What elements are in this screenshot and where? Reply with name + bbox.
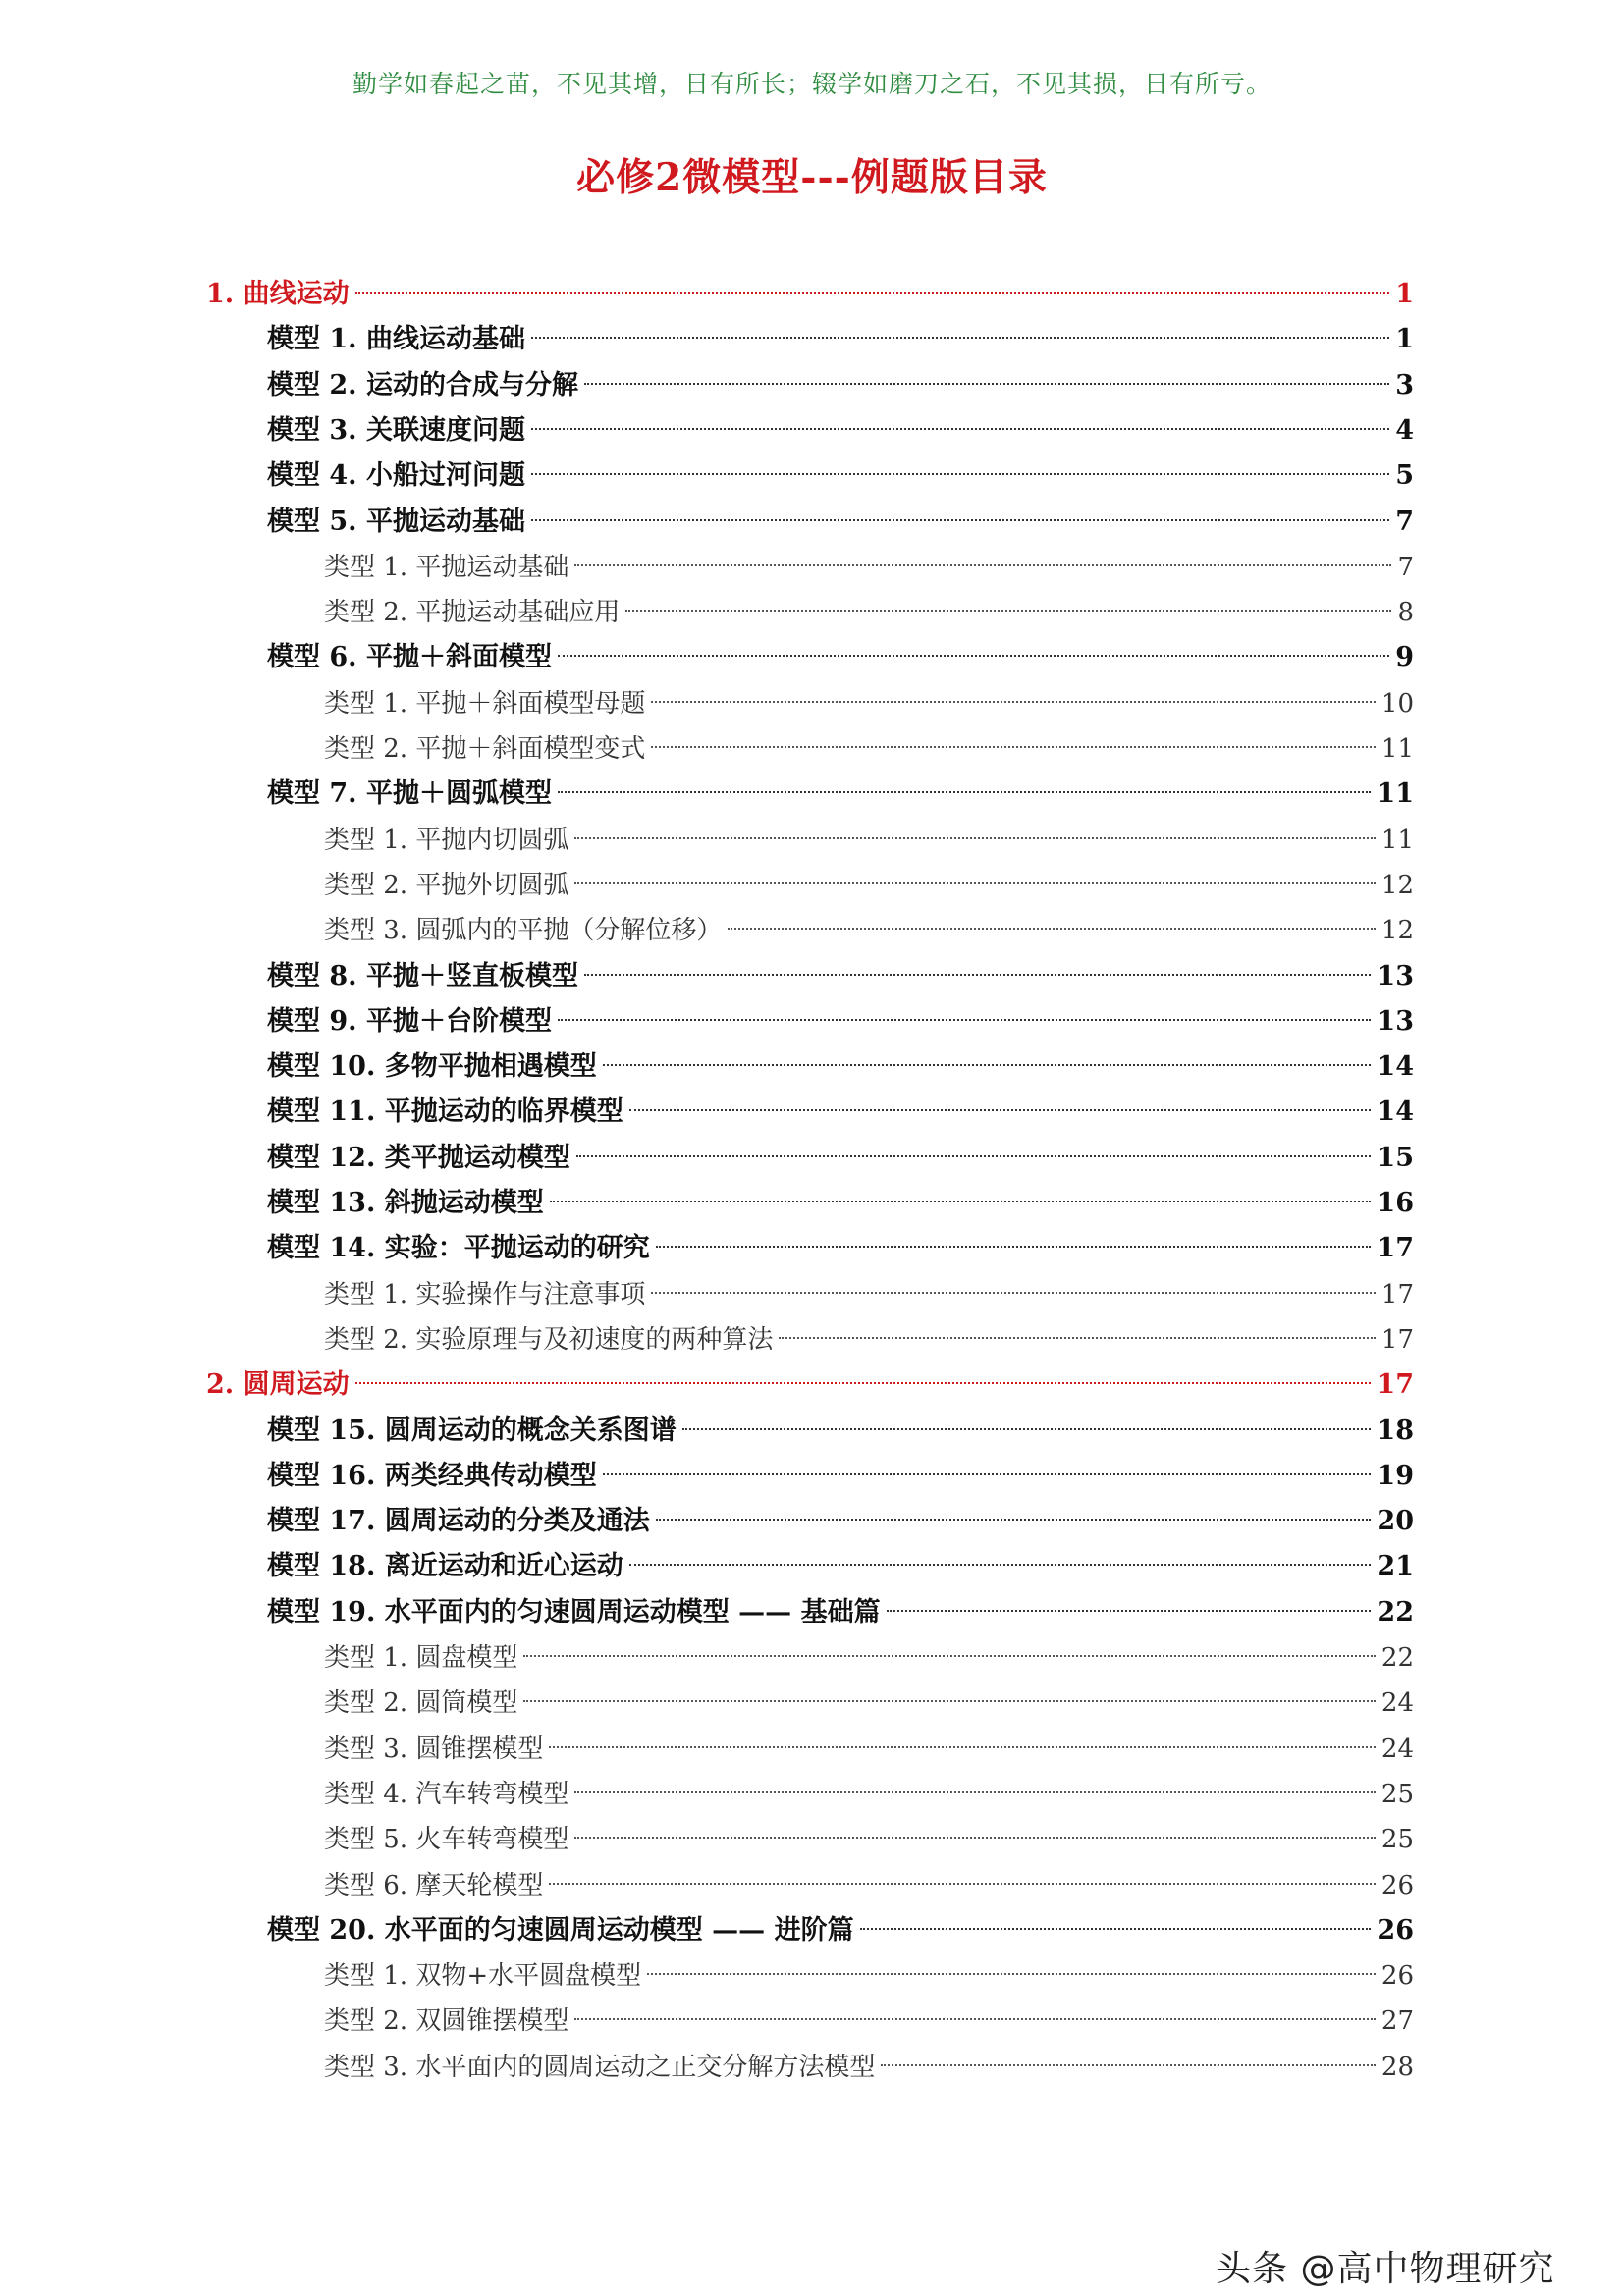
toc-model[interactable] bbox=[267, 411, 1414, 451]
toc-entry-label: 类型 1. 平抛内切圆弧 bbox=[324, 825, 569, 855]
toc-entry-label: 类型 1. 平抛＋斜面模型母题 bbox=[324, 688, 646, 719]
toc-dot-leader bbox=[625, 610, 1391, 612]
toc-dot-leader bbox=[647, 1973, 1376, 1975]
toc-entry-page: 27 bbox=[1380, 2006, 1414, 2037]
toc-entry-page: 22 bbox=[1377, 1596, 1414, 1628]
toc-model[interactable] bbox=[267, 1412, 1414, 1451]
toc-dot-leader bbox=[558, 1019, 1371, 1021]
toc-model[interactable] bbox=[267, 503, 1414, 542]
toc-type[interactable] bbox=[324, 729, 1414, 769]
toc-dot-leader bbox=[549, 1746, 1376, 1748]
toc-entry-page: 1 bbox=[1395, 324, 1414, 355]
toc-dot-leader bbox=[523, 1655, 1376, 1657]
toc-dot-leader bbox=[629, 1564, 1372, 1566]
toc-model[interactable] bbox=[267, 1047, 1414, 1087]
toc-entry-page: 12 bbox=[1380, 916, 1414, 946]
toc-dot-leader bbox=[881, 2064, 1376, 2066]
toc-entry-label: 模型 6. 平抛＋斜面模型 bbox=[267, 642, 552, 673]
toc-entry-page: 28 bbox=[1380, 2052, 1414, 2082]
toc-dot-leader bbox=[682, 1428, 1372, 1430]
toc-entry-label: 模型 20. 水平面的匀速圆周运动模型 —— 进阶篇 bbox=[267, 1914, 854, 1946]
toc-dot-leader bbox=[574, 882, 1376, 884]
toc-entry-page: 11 bbox=[1380, 825, 1414, 855]
toc-chapter[interactable] bbox=[206, 275, 1414, 314]
toc-type[interactable] bbox=[324, 1775, 1414, 1814]
toc-model[interactable] bbox=[267, 774, 1414, 814]
toc-entry-label: 类型 1. 圆盘模型 bbox=[324, 1643, 518, 1673]
toc-dot-leader bbox=[651, 746, 1376, 748]
toc-model[interactable] bbox=[267, 1229, 1414, 1268]
toc-entry-page: 24 bbox=[1380, 1688, 1414, 1719]
toc-entry-label: 模型 13. 斜抛运动模型 bbox=[267, 1188, 544, 1218]
toc-dot-leader bbox=[584, 974, 1371, 976]
toc-entry-page: 19 bbox=[1377, 1460, 1414, 1491]
toc-entry-page: 24 bbox=[1380, 1734, 1414, 1764]
toc-entry-page: 8 bbox=[1397, 598, 1414, 628]
toc-model[interactable] bbox=[267, 1002, 1414, 1041]
toc-model[interactable] bbox=[267, 1457, 1414, 1496]
toc-entry-label: 类型 5. 火车转弯模型 bbox=[324, 1825, 569, 1855]
toc-dot-leader bbox=[656, 1246, 1372, 1248]
toc-type[interactable] bbox=[324, 1275, 1414, 1314]
toc-entry-page: 11 bbox=[1377, 778, 1414, 810]
toc-entry-page: 25 bbox=[1380, 1779, 1414, 1809]
toc-entry-page: 7 bbox=[1395, 506, 1414, 537]
toc-type[interactable] bbox=[324, 866, 1414, 905]
toc-entry-label: 类型 1. 平抛运动基础 bbox=[324, 552, 569, 582]
toc-entry-page: 3 bbox=[1395, 369, 1414, 400]
toc-dot-leader bbox=[531, 428, 1389, 430]
toc-dot-leader bbox=[558, 655, 1389, 657]
toc-entry-label: 模型 15. 圆周运动的概念关系图谱 bbox=[267, 1415, 677, 1446]
toc-entry-label: 类型 2. 双圆锥摆模型 bbox=[324, 2006, 569, 2037]
toc-dot-leader bbox=[603, 1473, 1372, 1475]
toc-entry-page: 14 bbox=[1377, 1096, 1414, 1128]
toc-entry-page: 14 bbox=[1377, 1051, 1414, 1083]
toc-entry-page: 1 bbox=[1395, 279, 1414, 309]
toc-dot-leader bbox=[550, 1201, 1372, 1202]
toc-dot-leader bbox=[355, 1382, 1372, 1384]
toc-dot-leader bbox=[574, 2018, 1376, 2020]
toc-dot-leader bbox=[549, 1883, 1376, 1885]
toc-dot-leader bbox=[779, 1337, 1376, 1339]
toc-type[interactable] bbox=[324, 1956, 1414, 1996]
toc-type[interactable] bbox=[324, 2048, 1414, 2087]
toc-entry-label: 模型 16. 两类经典传动模型 bbox=[267, 1460, 597, 1491]
toc-entry-label: 模型 9. 平抛＋台阶模型 bbox=[267, 1005, 552, 1037]
toc-entry-label: 模型 18. 离近运动和近心运动 bbox=[267, 1551, 623, 1582]
toc-entry-page: 26 bbox=[1380, 1870, 1414, 1900]
toc-entry-page: 16 bbox=[1377, 1188, 1414, 1218]
toc-type[interactable] bbox=[324, 821, 1414, 860]
toc-entry-page: 22 bbox=[1380, 1643, 1414, 1673]
toc-type[interactable] bbox=[324, 1320, 1414, 1360]
toc-dot-leader bbox=[574, 564, 1391, 566]
toc-entry-label: 模型 2. 运动的合成与分解 bbox=[267, 369, 578, 400]
toc-model[interactable] bbox=[267, 1547, 1414, 1586]
toc-dot-leader bbox=[651, 1292, 1376, 1294]
toc-entry-page: 11 bbox=[1380, 734, 1414, 764]
toc-dot-leader bbox=[558, 791, 1371, 793]
toc-type[interactable] bbox=[324, 548, 1414, 587]
toc-dot-leader bbox=[574, 1791, 1376, 1793]
toc-dot-leader bbox=[651, 701, 1376, 703]
toc-type[interactable] bbox=[324, 1820, 1414, 1859]
toc-dot-leader bbox=[860, 1928, 1372, 1930]
toc-dot-leader bbox=[531, 337, 1389, 339]
toc-entry-page: 7 bbox=[1397, 552, 1414, 582]
toc-entry-label: 类型 3. 圆弧内的平抛（分解位移） bbox=[324, 916, 723, 946]
toc-dot-leader bbox=[656, 1519, 1372, 1521]
toc-entry-label: 类型 2. 平抛运动基础应用 bbox=[324, 598, 621, 628]
toc-entry-label: 模型 17. 圆周运动的分类及通法 bbox=[267, 1506, 650, 1537]
toc-entry-label: 类型 2. 平抛外切圆弧 bbox=[324, 870, 569, 900]
toc-entry-label: 类型 3. 圆锥摆模型 bbox=[324, 1734, 544, 1764]
toc-type[interactable] bbox=[324, 593, 1414, 632]
toc-entry-label: 1. 曲线运动 bbox=[206, 279, 350, 309]
toc-entry-label: 模型 8. 平抛＋竖直板模型 bbox=[267, 960, 578, 991]
toc-type[interactable] bbox=[324, 911, 1414, 950]
toc-model[interactable] bbox=[267, 320, 1414, 359]
toc-entry-page: 17 bbox=[1377, 1233, 1414, 1264]
toc-dot-leader bbox=[887, 1610, 1372, 1612]
toc-model[interactable] bbox=[267, 957, 1414, 996]
toc-entry-label: 模型 3. 关联速度问题 bbox=[267, 414, 525, 446]
toc-entry-page: 15 bbox=[1377, 1142, 1414, 1173]
toc-entry-label: 类型 2. 圆筒模型 bbox=[324, 1688, 518, 1719]
toc-model[interactable] bbox=[267, 638, 1414, 677]
toc-entry-page: 26 bbox=[1380, 1961, 1414, 1992]
toc-entry-page: 13 bbox=[1377, 960, 1414, 991]
toc-entry-label: 模型 14. 实验：平抛运动的研究 bbox=[267, 1233, 650, 1264]
toc-dot-leader bbox=[584, 383, 1389, 385]
toc-model[interactable] bbox=[267, 1184, 1414, 1223]
toc-type[interactable] bbox=[324, 684, 1414, 723]
watermark-text: 头条 @高中物理研究 bbox=[1216, 2249, 1555, 2289]
toc-model[interactable] bbox=[267, 1139, 1414, 1178]
toc-entry-page: 17 bbox=[1380, 1279, 1414, 1309]
toc-entry-page: 13 bbox=[1377, 1005, 1414, 1037]
toc-entry-page: 17 bbox=[1380, 1324, 1414, 1355]
toc-entry-label: 类型 2. 平抛＋斜面模型变式 bbox=[324, 734, 646, 764]
toc-type[interactable] bbox=[324, 1638, 1414, 1678]
toc-chapter[interactable] bbox=[206, 1365, 1414, 1405]
toc-dot-leader bbox=[531, 473, 1389, 475]
header-motto: 勤学如春起之苗，不见其增，日有所长；辍学如磨刀之石，不见其损，日有所亏。 bbox=[352, 70, 1272, 98]
toc-type[interactable] bbox=[324, 1866, 1414, 1905]
toc-entry-label: 模型 12. 类平抛运动模型 bbox=[267, 1142, 570, 1173]
toc-model[interactable] bbox=[267, 1911, 1414, 1950]
toc-model[interactable] bbox=[267, 1593, 1414, 1632]
toc-entry-page: 20 bbox=[1377, 1506, 1414, 1537]
toc-dot-leader bbox=[576, 1155, 1372, 1157]
toc-entry-label: 类型 2. 实验原理与及初速度的两种算法 bbox=[324, 1324, 774, 1355]
toc-entry-label: 类型 4. 汽车转弯模型 bbox=[324, 1779, 569, 1809]
toc-entry-label: 类型 1. 实验操作与注意事项 bbox=[324, 1279, 646, 1309]
toc-entry-label: 类型 3. 水平面内的圆周运动之正交分解方法模型 bbox=[324, 2052, 876, 2082]
toc-entry-page: 21 bbox=[1377, 1551, 1414, 1582]
toc-entry-page: 9 bbox=[1395, 642, 1414, 673]
toc-entry-label: 模型 11. 平抛运动的临界模型 bbox=[267, 1096, 623, 1128]
toc-entry-label: 2. 圆周运动 bbox=[206, 1369, 350, 1401]
toc-entry-page: 17 bbox=[1377, 1369, 1414, 1401]
toc-model[interactable] bbox=[267, 456, 1414, 496]
toc-dot-leader bbox=[603, 1064, 1372, 1066]
toc-entry-label: 类型 1. 双物+水平圆盘模型 bbox=[324, 1961, 642, 1992]
toc-type[interactable] bbox=[324, 1730, 1414, 1769]
toc-dot-leader bbox=[355, 292, 1390, 294]
toc-dot-leader bbox=[531, 519, 1389, 521]
toc-dot-leader bbox=[574, 837, 1376, 839]
page-title: 必修2微模型---例题版目录 bbox=[576, 155, 1048, 200]
toc-entry-label: 模型 19. 水平面内的匀速圆周运动模型 —— 基础篇 bbox=[267, 1596, 881, 1628]
toc-dot-leader bbox=[574, 1837, 1376, 1839]
toc-entry-label: 类型 6. 摩天轮模型 bbox=[324, 1870, 544, 1900]
toc-dot-leader bbox=[629, 1109, 1372, 1111]
toc-entry-label: 模型 1. 曲线运动基础 bbox=[267, 324, 525, 355]
toc-model[interactable] bbox=[267, 1093, 1414, 1132]
toc-entry-page: 25 bbox=[1380, 1825, 1414, 1855]
toc-entry-page: 18 bbox=[1377, 1415, 1414, 1446]
toc-entry-label: 模型 10. 多物平抛相遇模型 bbox=[267, 1051, 597, 1083]
toc-dot-leader bbox=[523, 1700, 1376, 1702]
toc-type[interactable] bbox=[324, 1683, 1414, 1723]
toc-entry-page: 26 bbox=[1377, 1914, 1414, 1946]
toc-entry-page: 5 bbox=[1395, 460, 1414, 492]
toc-dot-leader bbox=[728, 928, 1376, 930]
toc-type[interactable] bbox=[324, 2002, 1414, 2041]
toc-entry-label: 模型 4. 小船过河问题 bbox=[267, 460, 525, 492]
toc-model[interactable] bbox=[267, 366, 1414, 405]
toc-entry-page: 12 bbox=[1380, 870, 1414, 900]
toc-entry-label: 模型 5. 平抛运动基础 bbox=[267, 506, 525, 537]
toc-entry-page: 10 bbox=[1380, 688, 1414, 719]
toc-model[interactable] bbox=[267, 1502, 1414, 1541]
toc-entry-label: 模型 7. 平抛＋圆弧模型 bbox=[267, 778, 552, 810]
toc-entry-page: 4 bbox=[1395, 414, 1414, 446]
